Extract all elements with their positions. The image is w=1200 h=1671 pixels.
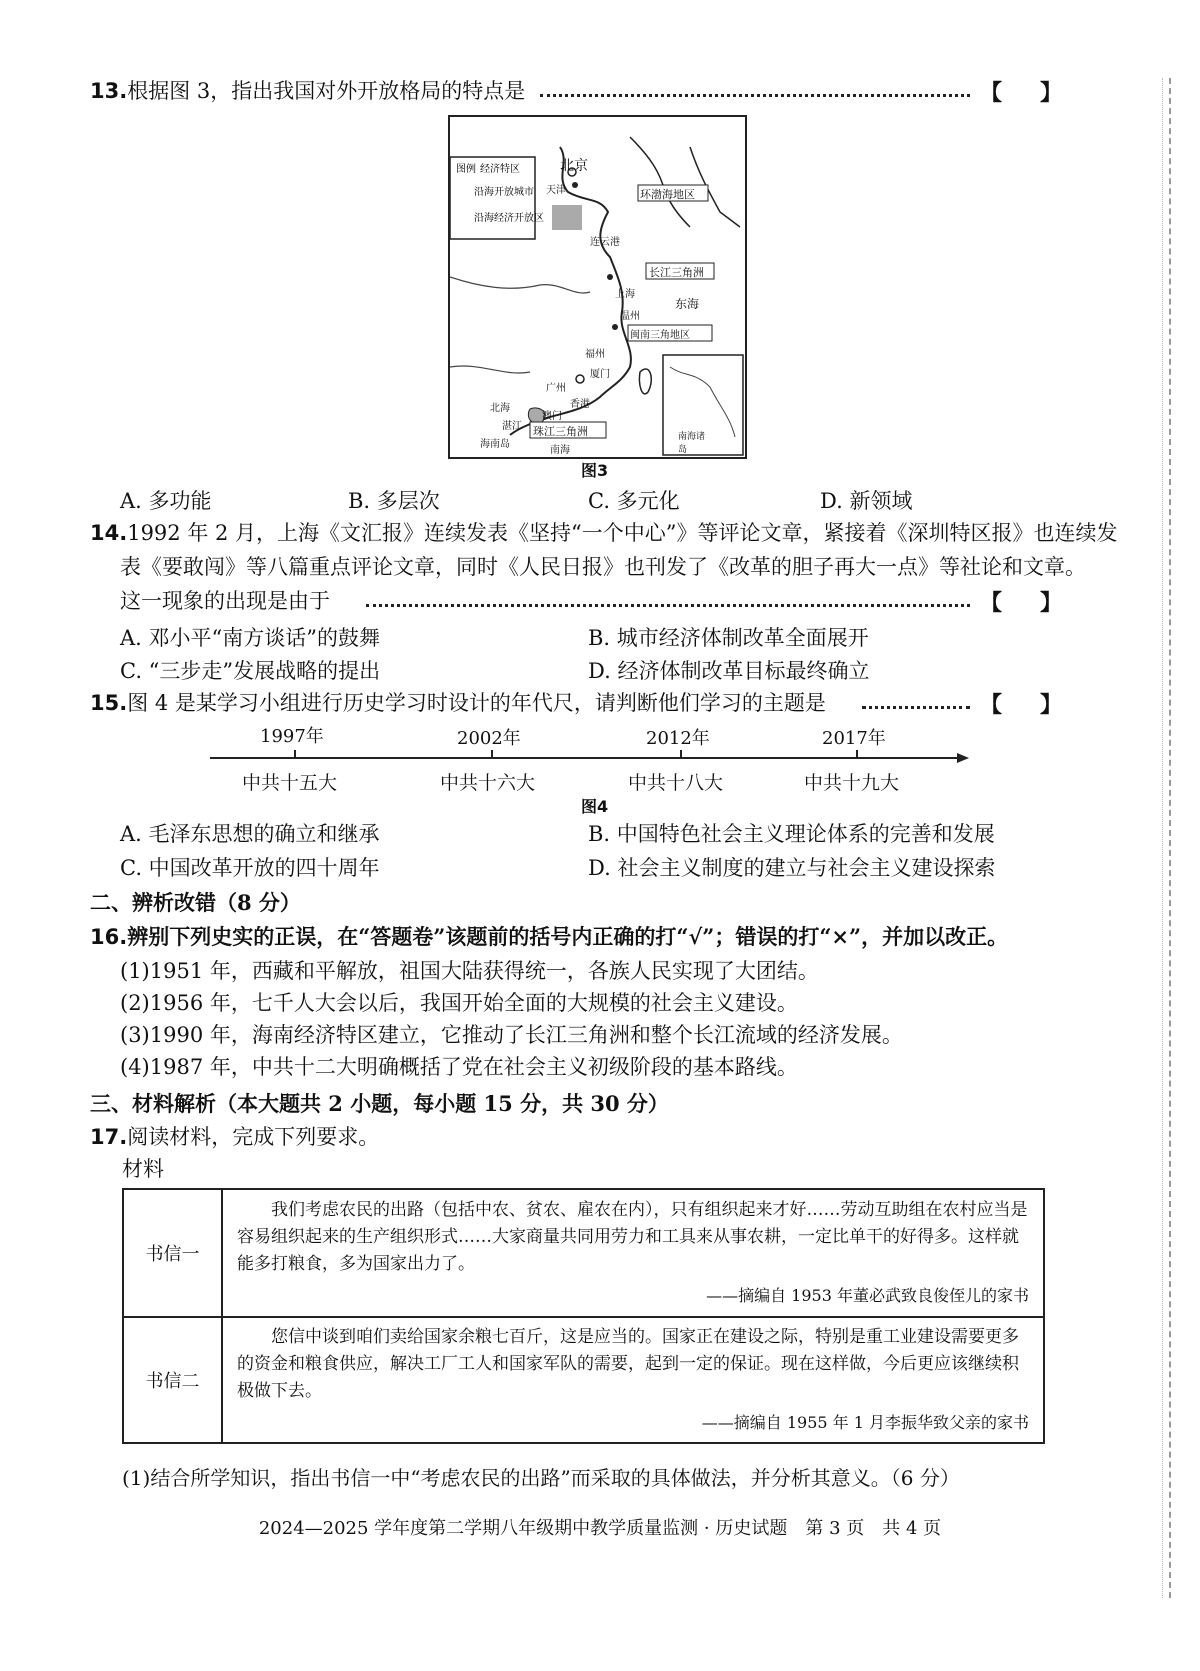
letter1-body: [222, 1189, 1044, 1317]
answer-bracket-close: 】: [1040, 590, 1063, 616]
table-row: [123, 1189, 1044, 1317]
material-table: [122, 1188, 1045, 1444]
q14-line3: 这一现象的出现是由于: [120, 589, 330, 613]
map-label: 闽南三角地区: [630, 330, 690, 341]
q16-stem: 16.辨别下列史实的正误，在“答题卷”该题前的括号内正确的打“√”；错误的打“×”，并加以改正。: [90, 924, 1009, 949]
option-c: C. 多元化: [588, 489, 680, 513]
q16-item: (4)1987 年，中共十二大明确概括了党在社会主义初级阶段的基本路线。: [120, 1055, 798, 1079]
map-label: 广州: [546, 383, 566, 394]
answer-bracket-close: 】: [1040, 80, 1063, 106]
answer-dots: [366, 604, 970, 607]
timeline-axis: [205, 748, 970, 768]
letter2-head: 书信二: [123, 1317, 222, 1443]
map-label: 长江三角洲: [649, 266, 704, 279]
option-a: A. 邓小平“南方谈话”的鼓舞: [120, 626, 380, 650]
map-label: 厦门: [590, 369, 610, 380]
answer-bracket-open: 【: [980, 80, 1003, 106]
legend-title: 图例: [456, 164, 476, 175]
q17-sub1: (1)结合所学知识，指出书信一中“考虑农民的出路”而采取的具体做法，并分析其意义。（6 分）: [122, 1466, 960, 1490]
timeline-year: 2012年: [646, 728, 710, 749]
map-label: 湛江: [502, 421, 522, 432]
q17-stem: 17.阅读材料，完成下列要求。: [90, 1125, 380, 1149]
letter1-head: 书信一: [123, 1189, 222, 1317]
table-row: [123, 1317, 1044, 1443]
legend-item: 沿海经济开放区: [474, 213, 544, 224]
material-label: 材料: [122, 1157, 164, 1181]
timeline-event: 中共十六大: [440, 772, 536, 794]
binding-line: [1169, 78, 1171, 1598]
section-heading: 三、材料解析（本大题共 2 小题，每小题 15 分，共 30 分）: [90, 1091, 669, 1116]
map-label: 环渤海地区: [640, 188, 695, 201]
map-label: 澳门: [542, 411, 562, 422]
answer-bracket-open: 【: [980, 590, 1003, 616]
answer-bracket-close: 】: [1040, 692, 1063, 718]
map-label: 南海诸岛: [678, 432, 706, 455]
q16-item: (1)1951 年，西藏和平解放，祖国大陆获得统一，各族人民实现了大团结。: [120, 959, 819, 983]
option-b: B. 中国特色社会主义理论体系的完善和发展: [588, 822, 995, 846]
option-c: C. 中国改革开放的四十周年: [120, 856, 380, 880]
letter1-source: ——摘编自 1953 年董必武致良俊侄儿的家书: [706, 1286, 1029, 1305]
letter2-source: ——摘编自 1955 年 1 月李振华致父亲的家书: [701, 1413, 1029, 1432]
legend-item: 经济特区: [480, 164, 520, 175]
figure4-caption: 图4: [581, 797, 609, 816]
map-label: 福州: [585, 349, 605, 360]
timeline-year: 2002年: [457, 728, 521, 749]
page-footer: 2024—2025 学年度第二学期八年级期中教学质量监测 · 历史试题 第 3 页 共 4 页: [258, 1518, 942, 1539]
map-label: 天津: [546, 185, 566, 196]
map-label: 上海: [615, 289, 635, 300]
answer-dots: [862, 706, 970, 709]
answer-bracket-open: 【: [980, 692, 1003, 718]
timeline-event: 中共十五大: [242, 772, 338, 794]
option-c: C. “三步走”发展战略的提出: [120, 659, 381, 683]
option-a: A. 多功能: [120, 489, 212, 513]
map-label: 南海: [550, 445, 570, 456]
answer-dots: [540, 94, 970, 97]
q14-line1: 14.1992 年 2 月，上海《文汇报》连续发表《坚持“一个中心”》等评论文章，紧接着《深圳特区报》也连续发: [90, 521, 1118, 545]
section-heading: 二、辨析改错（8 分）: [90, 890, 301, 915]
option-d: D. 新领域: [820, 489, 913, 513]
map-label: 海南岛: [480, 439, 510, 450]
letter2-body: [222, 1317, 1044, 1443]
map-label: 北海: [490, 403, 510, 414]
q15-stem: 15.图 4 是某学习小组进行历史学习时设计的年代尺，请判断他们学习的主题是: [90, 691, 826, 715]
q13-stem: 13.根据图 3，指出我国对外开放格局的特点是: [90, 79, 526, 103]
timeline-event: 中共十八大: [628, 772, 724, 794]
map-label: 香港: [570, 399, 590, 410]
map-label: 温州: [620, 311, 640, 322]
option-d: D. 经济体制改革目标最终确立: [588, 659, 870, 683]
figure3-caption: 图3: [581, 461, 609, 480]
letter2-text: 您信中谈到咱们卖给国家余粮七百斤，这是应当的。国家正在建设之际，特别是重工业建设需要更多的资金和粮食供应，解决工厂工人和国家军队的需要，起到一定的保证。现在这样做，今后更应该继续积极做下去。: [237, 1327, 1019, 1401]
q16-item: (3)1990 年，海南经济特区建立，它推动了长江三角洲和整个长江流域的经济发展。: [120, 1023, 903, 1047]
timeline-event: 中共十九大: [804, 772, 900, 794]
legend-item: 沿海开放城市: [474, 187, 534, 198]
letter1-text: 我们考虑农民的出路（包括中农、贫农、雇农在内），只有组织起来才好……劳动互助组在农村应当是容易组织起来的生产组织形式……大家商量共同用劳力和工具来从事农耕，一定比单干的好得多。这样就能多打粮食，多为国家出力了。: [237, 1200, 1028, 1274]
option-d: D. 社会主义制度的建立与社会主义建设探索: [588, 856, 996, 880]
figure3-map: [448, 115, 747, 459]
timeline-year: 1997年: [260, 726, 324, 747]
margin-line: [1162, 78, 1163, 1598]
option-b: B. 多层次: [348, 489, 440, 513]
map-label: 东海: [675, 297, 700, 311]
map-label: 北京: [560, 158, 588, 174]
timeline-year: 2017年: [822, 728, 886, 749]
map-label: 连云港: [590, 237, 620, 248]
option-a: A. 毛泽东思想的确立和继承: [120, 822, 380, 846]
option-b: B. 城市经济体制改革全面展开: [588, 626, 869, 650]
q14-line2: 表《要敢闯》等八篇重点评论文章，同时《人民日报》也刊发了《改革的胆子再大一点》等社论和文章。: [120, 555, 1086, 579]
map-label: 珠江三角洲: [533, 425, 588, 438]
q16-item: (2)1956 年，七千人大会以后，我国开始全面的大规模的社会主义建设。: [120, 991, 798, 1015]
